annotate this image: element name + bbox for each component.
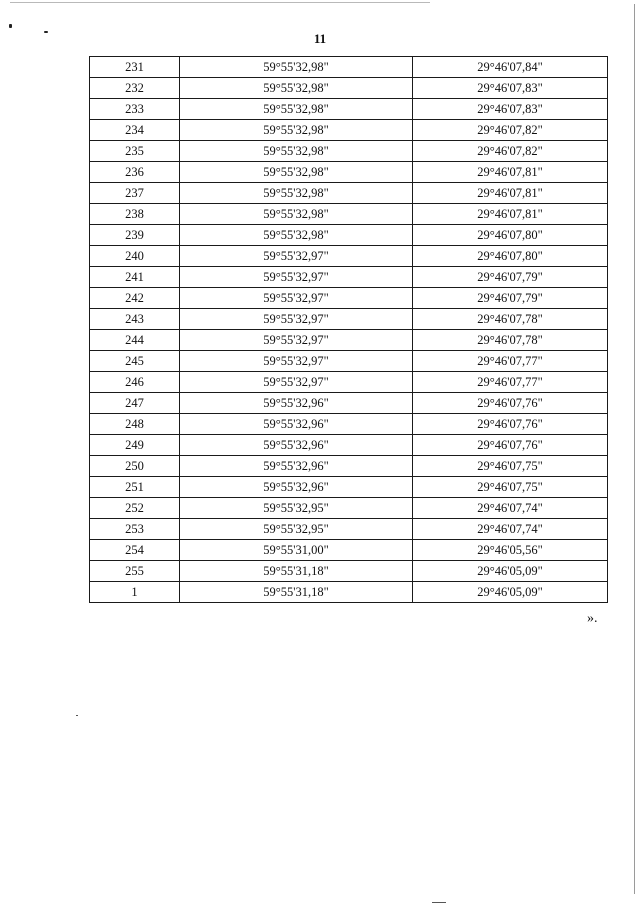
point-number-cell: 250 bbox=[90, 456, 180, 477]
point-number-cell: 253 bbox=[90, 519, 180, 540]
latitude-cell: 59°55'32,96" bbox=[180, 456, 413, 477]
longitude-cell: 29°46'07,82" bbox=[413, 120, 608, 141]
table-row bbox=[90, 561, 608, 582]
longitude-cell: 29°46'07,82" bbox=[413, 141, 608, 162]
longitude-cell: 29°46'07,75" bbox=[413, 456, 608, 477]
point-number-cell: 233 bbox=[90, 99, 180, 120]
table-row bbox=[90, 393, 608, 414]
longitude-cell: 29°46'07,74" bbox=[413, 498, 608, 519]
latitude-cell: 59°55'32,97" bbox=[180, 309, 413, 330]
latitude-cell: 59°55'32,97" bbox=[180, 351, 413, 372]
table-row bbox=[90, 435, 608, 456]
closing-quote-mark: ». bbox=[587, 611, 598, 626]
latitude-cell: 59°55'31,18" bbox=[180, 561, 413, 582]
table-row bbox=[90, 57, 608, 78]
table-row bbox=[90, 267, 608, 288]
point-number-cell: 251 bbox=[90, 477, 180, 498]
point-number-cell: 1 bbox=[90, 582, 180, 603]
longitude-cell: 29°46'07,81" bbox=[413, 204, 608, 225]
table-row bbox=[90, 141, 608, 162]
latitude-cell: 59°55'32,98" bbox=[180, 162, 413, 183]
longitude-cell: 29°46'07,77" bbox=[413, 372, 608, 393]
latitude-cell: 59°55'32,98" bbox=[180, 204, 413, 225]
point-number-cell: 244 bbox=[90, 330, 180, 351]
longitude-cell: 29°46'07,83" bbox=[413, 78, 608, 99]
latitude-cell: 59°55'32,96" bbox=[180, 477, 413, 498]
table-row bbox=[90, 120, 608, 141]
point-number-cell: 242 bbox=[90, 288, 180, 309]
latitude-cell: 59°55'32,97" bbox=[180, 246, 413, 267]
latitude-cell: 59°55'32,97" bbox=[180, 288, 413, 309]
latitude-cell: 59°55'32,95" bbox=[180, 498, 413, 519]
longitude-cell: 29°46'07,83" bbox=[413, 99, 608, 120]
longitude-cell: 29°46'05,09" bbox=[413, 561, 608, 582]
table-row bbox=[90, 351, 608, 372]
longitude-cell: 29°46'07,78" bbox=[413, 330, 608, 351]
longitude-cell: 29°46'07,74" bbox=[413, 519, 608, 540]
table-row bbox=[90, 246, 608, 267]
point-number-cell: 239 bbox=[90, 225, 180, 246]
point-number-cell: 252 bbox=[90, 498, 180, 519]
longitude-cell: 29°46'07,81" bbox=[413, 162, 608, 183]
scan-top-edge bbox=[10, 2, 430, 3]
table-row bbox=[90, 162, 608, 183]
latitude-cell: 59°55'32,96" bbox=[180, 435, 413, 456]
longitude-cell: 29°46'07,76" bbox=[413, 414, 608, 435]
longitude-cell: 29°46'07,75" bbox=[413, 477, 608, 498]
table-row bbox=[90, 225, 608, 246]
table-row bbox=[90, 204, 608, 225]
point-number-cell: 234 bbox=[90, 120, 180, 141]
table-row bbox=[90, 372, 608, 393]
table-row bbox=[90, 288, 608, 309]
longitude-cell: 29°46'07,79" bbox=[413, 267, 608, 288]
latitude-cell: 59°55'32,98" bbox=[180, 120, 413, 141]
point-number-cell: 246 bbox=[90, 372, 180, 393]
point-number-cell: 236 bbox=[90, 162, 180, 183]
point-number-cell: 238 bbox=[90, 204, 180, 225]
latitude-cell: 59°55'32,95" bbox=[180, 519, 413, 540]
longitude-cell: 29°46'05,09" bbox=[413, 582, 608, 603]
latitude-cell: 59°55'32,96" bbox=[180, 414, 413, 435]
coordinates-table-body bbox=[90, 57, 608, 603]
table-row bbox=[90, 540, 608, 561]
latitude-cell: 59°55'32,98" bbox=[180, 78, 413, 99]
point-number-cell: 235 bbox=[90, 141, 180, 162]
longitude-cell: 29°46'07,80" bbox=[413, 246, 608, 267]
latitude-cell: 59°55'31,00" bbox=[180, 540, 413, 561]
latitude-cell: 59°55'32,98" bbox=[180, 99, 413, 120]
latitude-cell: 59°55'31,18" bbox=[180, 582, 413, 603]
point-number-cell: 243 bbox=[90, 309, 180, 330]
longitude-cell: 29°46'07,79" bbox=[413, 288, 608, 309]
latitude-cell: 59°55'32,98" bbox=[180, 141, 413, 162]
point-number-cell: 232 bbox=[90, 78, 180, 99]
point-number-cell: 231 bbox=[90, 57, 180, 78]
table-row bbox=[90, 519, 608, 540]
table-row bbox=[90, 183, 608, 204]
point-number-cell: 240 bbox=[90, 246, 180, 267]
point-number-cell: 247 bbox=[90, 393, 180, 414]
scan-speck bbox=[76, 715, 78, 716]
table-row bbox=[90, 456, 608, 477]
latitude-cell: 59°55'32,98" bbox=[180, 183, 413, 204]
point-number-cell: 255 bbox=[90, 561, 180, 582]
page-number: 11 bbox=[313, 31, 327, 46]
longitude-cell: 29°46'07,77" bbox=[413, 351, 608, 372]
table-row bbox=[90, 99, 608, 120]
latitude-cell: 59°55'32,98" bbox=[180, 225, 413, 246]
longitude-cell: 29°46'07,76" bbox=[413, 435, 608, 456]
latitude-cell: 59°55'32,97" bbox=[180, 372, 413, 393]
table-row bbox=[90, 498, 608, 519]
table-row bbox=[90, 309, 608, 330]
latitude-cell: 59°55'32,97" bbox=[180, 330, 413, 351]
point-number-cell: 254 bbox=[90, 540, 180, 561]
scan-right-edge bbox=[634, 4, 635, 894]
point-number-cell: 245 bbox=[90, 351, 180, 372]
scan-speck bbox=[9, 24, 12, 28]
table-row bbox=[90, 477, 608, 498]
scan-speck bbox=[44, 31, 48, 33]
longitude-cell: 29°46'07,80" bbox=[413, 225, 608, 246]
longitude-cell: 29°46'07,84" bbox=[413, 57, 608, 78]
table-row bbox=[90, 330, 608, 351]
coordinates-table bbox=[89, 56, 608, 603]
table-row bbox=[90, 582, 608, 603]
point-number-cell: 249 bbox=[90, 435, 180, 456]
latitude-cell: 59°55'32,96" bbox=[180, 393, 413, 414]
point-number-cell: 248 bbox=[90, 414, 180, 435]
table-row bbox=[90, 414, 608, 435]
longitude-cell: 29°46'07,81" bbox=[413, 183, 608, 204]
scan-speck bbox=[432, 902, 446, 903]
latitude-cell: 59°55'32,98" bbox=[180, 57, 413, 78]
latitude-cell: 59°55'32,97" bbox=[180, 267, 413, 288]
table-row bbox=[90, 78, 608, 99]
longitude-cell: 29°46'07,78" bbox=[413, 309, 608, 330]
point-number-cell: 241 bbox=[90, 267, 180, 288]
point-number-cell: 237 bbox=[90, 183, 180, 204]
longitude-cell: 29°46'05,56" bbox=[413, 540, 608, 561]
longitude-cell: 29°46'07,76" bbox=[413, 393, 608, 414]
